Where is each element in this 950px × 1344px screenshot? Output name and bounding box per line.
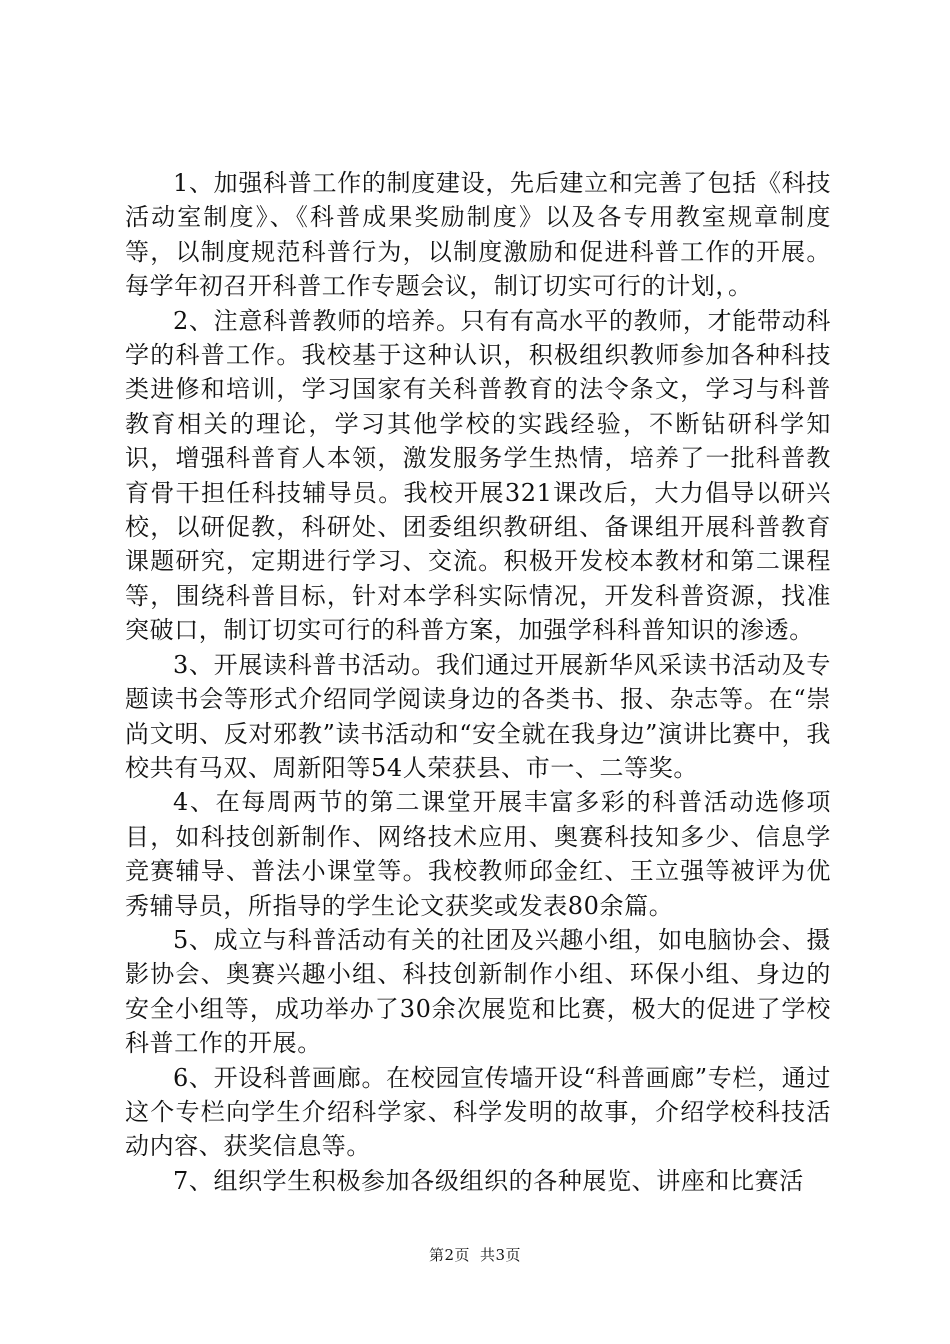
page-number: 第2页 xyxy=(428,1246,470,1264)
paragraph-7: 7、组织学生积极参加各级组织的各种展览、讲座和比赛活 xyxy=(173,1166,804,1195)
page-total: 共3页 xyxy=(480,1246,522,1264)
paragraph-6: 6、开设科普画廊。在校园宣传墙开设“科普画廊”专栏，通过这个专栏向学生介绍科学家、科学发明的故事，介绍学校科技活动内容、获奖信息等。 xyxy=(125,1063,831,1161)
paragraph-2: 2、注意科普教师的培养。只有有高水平的教师，才能带动科学的科普工作。我校基于这种认识，积极组织教师参加各种科技类进修和培训，学习国家有关科普教育的法令条文，学习与科普教育相关的理论，学习其他学校的实践经验，不断钻研科学知识，增强科普育人本领，激发服务学生热情，培养了一批科普教育骨干担任科技辅导员。我校开展321课改后，大力倡导以研兴校，以研促教，科研处、团委组织教研组、备课组开展科普教育课题研究，定期进行学习、交流。积极开发校本教材和第二课程等，围绕科普目标，针对本学科实际情况，开发科普资源，找准突破口，制订切实可行的科普方案，加强学科科普知识的渗透。 xyxy=(125,306,831,645)
paragraph-4: 4、在每周两节的第二课堂开展丰富多彩的科普活动选修项目，如科技创新制作、网络技术应用、奥赛科技知多少、信息学竞赛辅导、普法小课堂等。我校教师邱金红、王立强等被评为优秀辅导员，所指导的学生论文获奖或发表80余篇。 xyxy=(125,788,831,920)
paragraph-3: 3、开展读科普书活动。我们通过开展新华风采读书活动及专题读书会等形式介绍同学阅读身边的各类书、报、杂志等。在“崇尚文明、反对邪教”读书活动和“安全就在我身边”演讲比赛中，我校共有马双、周新阳等54人荣获县、市一、二等奖。 xyxy=(125,650,831,782)
page-footer xyxy=(0,1245,950,1265)
document-body xyxy=(125,166,831,1198)
paragraph-5: 5、成立与科普活动有关的社团及兴趣小组，如电脑协会、摄影协会、奥赛兴趣小组、科技创新制作小组、环保小组、身边的安全小组等，成功举办了30余次展览和比赛，极大的促进了学校科普工作的开展。 xyxy=(125,925,831,1058)
paragraph-1: 1、加强科普工作的制度建设，先后建立和完善了包括《科技活动室制度》、《科普成果奖励制度》以及各专用教室规章制度等，以制度规范科普行为，以制度激励和促进科普工作的开展。每学年初召开科普工作专题会议，制订切实可行的计划，。 xyxy=(125,169,831,301)
